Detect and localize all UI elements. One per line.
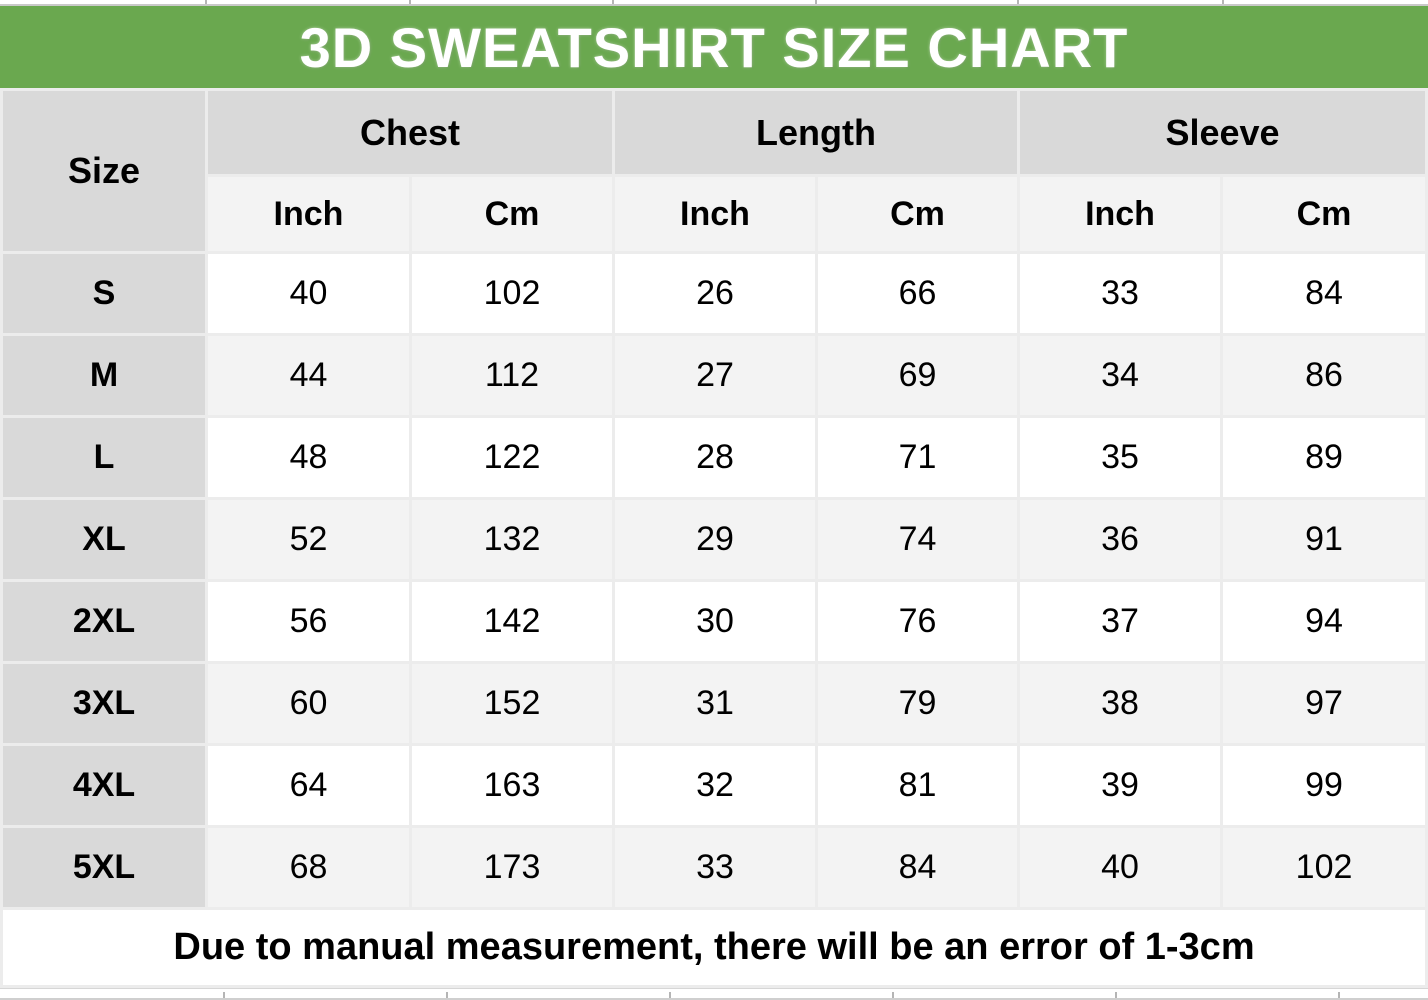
measurement-cell: 66 xyxy=(818,254,1017,333)
size-label: S xyxy=(3,254,205,333)
size-row xyxy=(3,254,1425,333)
measurement-cell: 99 xyxy=(1223,746,1425,825)
measurement-cell: 89 xyxy=(1223,418,1425,497)
size-label: M xyxy=(3,336,205,415)
unit-header-sleeve-inch: Inch xyxy=(1020,177,1220,251)
size-row xyxy=(3,828,1425,907)
measurement-cell: 68 xyxy=(208,828,409,907)
measurement-cell: 38 xyxy=(1020,664,1220,743)
column-header-size: Size xyxy=(3,91,205,251)
measurement-cell: 31 xyxy=(615,664,815,743)
measurement-cell: 27 xyxy=(615,336,815,415)
gridline-tick xyxy=(669,992,671,998)
unit-header-chest-inch: Inch xyxy=(208,177,409,251)
measurement-cell: 71 xyxy=(818,418,1017,497)
measurement-cell: 84 xyxy=(1223,254,1425,333)
size-row xyxy=(3,418,1425,497)
measurement-cell: 69 xyxy=(818,336,1017,415)
unit-header-chest-cm: Cm xyxy=(412,177,612,251)
measurement-cell: 81 xyxy=(818,746,1017,825)
size-label: 2XL xyxy=(3,582,205,661)
gridline-tick xyxy=(1017,0,1019,4)
unit-header-row xyxy=(3,177,1425,251)
measurement-cell: 84 xyxy=(818,828,1017,907)
gridline-tick xyxy=(1222,0,1224,4)
measurement-cell: 36 xyxy=(1020,500,1220,579)
measurement-cell: 48 xyxy=(208,418,409,497)
gridline-tick xyxy=(1338,992,1340,998)
measurement-cell: 39 xyxy=(1020,746,1220,825)
measurement-cell: 32 xyxy=(615,746,815,825)
unit-header-sleeve-cm: Cm xyxy=(1223,177,1425,251)
measurement-cell: 28 xyxy=(615,418,815,497)
size-row xyxy=(3,664,1425,743)
gridline-tick xyxy=(223,992,225,998)
measurement-note: Due to manual measurement, there will be an error of 1-3cm xyxy=(3,910,1425,985)
measurement-cell: 97 xyxy=(1223,664,1425,743)
size-row xyxy=(3,336,1425,415)
unit-header-length-inch: Inch xyxy=(615,177,815,251)
measurement-cell: 163 xyxy=(412,746,612,825)
column-group-chest: Chest xyxy=(208,91,612,174)
measurement-cell: 122 xyxy=(412,418,612,497)
measurement-cell: 64 xyxy=(208,746,409,825)
size-label: 4XL xyxy=(3,746,205,825)
measurement-cell: 26 xyxy=(615,254,815,333)
gridline-tick xyxy=(409,0,411,4)
page-title: 3D SWEATSHIRT SIZE CHART xyxy=(299,15,1129,79)
size-row xyxy=(3,500,1425,579)
size-label: XL xyxy=(3,500,205,579)
measurement-cell: 102 xyxy=(1223,828,1425,907)
size-label: 5XL xyxy=(3,828,205,907)
measurement-cell: 33 xyxy=(1020,254,1220,333)
measurement-cell: 132 xyxy=(412,500,612,579)
gridline-tick xyxy=(1115,992,1117,998)
measurement-cell: 173 xyxy=(412,828,612,907)
bottom-gridline-strip xyxy=(0,988,1428,1000)
measurement-cell: 79 xyxy=(818,664,1017,743)
measurement-cell: 94 xyxy=(1223,582,1425,661)
measurement-cell: 35 xyxy=(1020,418,1220,497)
measurement-cell: 74 xyxy=(818,500,1017,579)
measurement-cell: 44 xyxy=(208,336,409,415)
column-group-sleeve: Sleeve xyxy=(1020,91,1425,174)
size-row xyxy=(3,582,1425,661)
measurement-cell: 86 xyxy=(1223,336,1425,415)
unit-header-length-cm: Cm xyxy=(818,177,1017,251)
size-label: L xyxy=(3,418,205,497)
gridline-tick xyxy=(612,0,614,4)
title-banner xyxy=(0,6,1428,88)
measurement-cell: 91 xyxy=(1223,500,1425,579)
measurement-cell: 34 xyxy=(1020,336,1220,415)
size-label: 3XL xyxy=(3,664,205,743)
group-header-row xyxy=(3,91,1425,174)
measurement-cell: 142 xyxy=(412,582,612,661)
gridline-tick xyxy=(815,0,817,4)
measurement-cell: 33 xyxy=(615,828,815,907)
size-row xyxy=(3,746,1425,825)
measurement-cell: 102 xyxy=(412,254,612,333)
measurement-cell: 37 xyxy=(1020,582,1220,661)
size-chart-table xyxy=(0,88,1428,988)
note-row xyxy=(3,910,1425,985)
measurement-cell: 76 xyxy=(818,582,1017,661)
gridline-tick xyxy=(205,0,207,4)
measurement-cell: 29 xyxy=(615,500,815,579)
gridline-tick xyxy=(892,992,894,998)
measurement-cell: 60 xyxy=(208,664,409,743)
top-gridline-strip xyxy=(0,0,1428,6)
measurement-cell: 56 xyxy=(208,582,409,661)
measurement-cell: 40 xyxy=(1020,828,1220,907)
measurement-cell: 152 xyxy=(412,664,612,743)
measurement-cell: 112 xyxy=(412,336,612,415)
measurement-cell: 30 xyxy=(615,582,815,661)
gridline-tick xyxy=(446,992,448,998)
column-group-length: Length xyxy=(615,91,1017,174)
size-chart-body xyxy=(3,254,1425,907)
measurement-cell: 52 xyxy=(208,500,409,579)
measurement-cell: 40 xyxy=(208,254,409,333)
